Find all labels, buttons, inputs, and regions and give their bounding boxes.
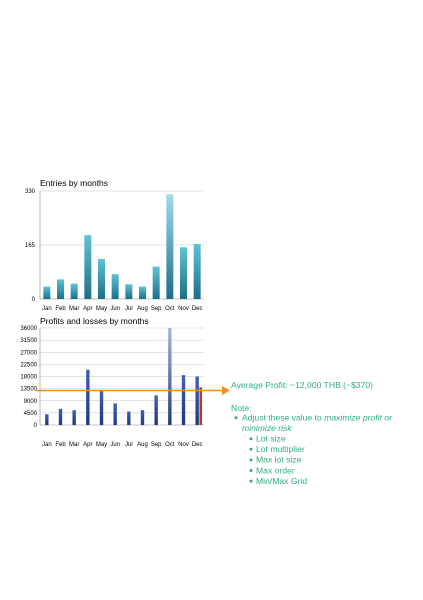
note-sub-item: Lot size bbox=[256, 433, 286, 444]
pl-bar-oct bbox=[168, 328, 171, 425]
entries-chart-title: Entries by months bbox=[40, 178, 109, 188]
entries-bar-mar bbox=[71, 284, 78, 299]
pl-bar-dec bbox=[195, 377, 198, 426]
entries-x-tick-label: Jun bbox=[110, 306, 121, 312]
entries-bar-sep bbox=[153, 267, 160, 299]
entries-bar-apr bbox=[84, 235, 91, 299]
entries-x-tick-label: Nov bbox=[178, 306, 189, 312]
pl-y-tick-label: 0 bbox=[33, 423, 37, 429]
bullet-icon bbox=[250, 480, 253, 483]
pl-x-tick-label: May bbox=[95, 442, 108, 448]
pl-chart-title: Profits and losses by months bbox=[40, 316, 149, 326]
entries-x-tick-label: Jul bbox=[124, 306, 133, 312]
pl-x-tick-label: Aug bbox=[137, 442, 148, 448]
entries-bar-jun bbox=[112, 274, 119, 299]
pl-x-tick-label: Dec bbox=[191, 442, 203, 448]
entries-y-ticks bbox=[25, 189, 36, 303]
pl-y-tick-label: 31500 bbox=[20, 338, 37, 345]
entries-bar-dec bbox=[194, 244, 201, 299]
entries-bar-oct bbox=[166, 194, 173, 299]
entries-bars bbox=[43, 194, 200, 299]
note-sub-item: Max order bbox=[256, 465, 295, 476]
pl-grid bbox=[40, 328, 204, 425]
pl-x-tick-label: Feb bbox=[55, 442, 66, 448]
note-sub-items bbox=[250, 434, 308, 486]
entries-bar-may bbox=[98, 259, 105, 299]
bullet-icon bbox=[235, 416, 238, 419]
bullet-icon bbox=[250, 458, 253, 461]
pl-bar-sep bbox=[154, 395, 157, 425]
note-bullet-part2: maximize profit bbox=[324, 412, 382, 423]
pl-bar-aug bbox=[141, 410, 144, 425]
bullet-icon bbox=[250, 437, 253, 440]
pl-bar-dec-loss bbox=[199, 387, 202, 425]
entries-bar-jan bbox=[43, 287, 50, 299]
pl-y-tick-label: 22500 bbox=[20, 362, 37, 369]
pl-x-ticks bbox=[42, 442, 203, 448]
pl-chart bbox=[20, 316, 204, 448]
entries-x-tick-label: Apr bbox=[83, 306, 93, 312]
pl-y-tick-label: 18000 bbox=[20, 374, 37, 381]
pl-x-tick-label: Mar bbox=[68, 442, 80, 448]
note-sub-item: Max lot size bbox=[256, 454, 302, 465]
pl-y-tick-label: 36000 bbox=[20, 326, 37, 332]
entries-x-ticks bbox=[42, 306, 203, 312]
entries-bar-nov bbox=[180, 247, 187, 299]
pl-x-tick-label: Jul bbox=[124, 442, 133, 448]
entries-y-tick-label: 330 bbox=[24, 189, 35, 195]
note-sub-item: Lot multiplier bbox=[256, 444, 305, 455]
pl-bar-mar bbox=[72, 410, 75, 425]
pl-bar-jun bbox=[113, 403, 116, 425]
pl-bar-jul bbox=[127, 412, 130, 425]
entries-bar-jul bbox=[125, 284, 132, 299]
pl-y-tick-label: 4500 bbox=[23, 410, 37, 417]
entries-chart bbox=[25, 178, 204, 312]
entries-bar-aug bbox=[139, 287, 146, 299]
entries-x-tick-label: Feb bbox=[55, 306, 66, 312]
note-sub-item: Min/Max Grid bbox=[256, 475, 308, 486]
entries-x-tick-label: Dec bbox=[191, 306, 203, 312]
pl-bar-may bbox=[100, 390, 103, 425]
pl-y-tick-label: 9000 bbox=[23, 398, 37, 405]
entries-x-tick-label: May bbox=[95, 306, 108, 312]
arrow-right-icon bbox=[222, 386, 230, 395]
entries-x-tick-label: Mar bbox=[68, 306, 80, 312]
pl-bar-nov bbox=[182, 375, 185, 425]
note-bullet-part3: or bbox=[381, 412, 392, 423]
pl-x-tick-label: Sep bbox=[150, 442, 162, 448]
pl-y-tick-label: 13500 bbox=[20, 386, 37, 393]
entries-x-tick-label: Oct bbox=[165, 306, 175, 312]
pl-bar-jan bbox=[45, 414, 48, 425]
entries-x-tick-label: Aug bbox=[137, 306, 148, 312]
pl-y-ticks bbox=[20, 326, 37, 429]
note-bullet-part1: Adjust these value to bbox=[242, 412, 325, 423]
note-bullet-line1 bbox=[242, 413, 392, 423]
entries-grid bbox=[40, 191, 204, 299]
entries-x-tick-label: Sep bbox=[150, 306, 162, 312]
entries-y-tick-label: 0 bbox=[31, 297, 35, 303]
note-label: Note: bbox=[231, 403, 252, 413]
note-bullet-line2: minimize risk bbox=[242, 423, 292, 433]
bullet-icon bbox=[250, 448, 253, 451]
pl-bar-apr bbox=[86, 370, 89, 425]
pl-bar-feb bbox=[59, 409, 62, 425]
pl-x-tick-label: Oct bbox=[165, 442, 175, 448]
annotation-block bbox=[231, 380, 392, 486]
bullet-icon bbox=[250, 469, 253, 472]
entries-x-tick-label: Jan bbox=[41, 306, 52, 312]
entries-bar-feb bbox=[57, 279, 64, 299]
pl-x-tick-label: Jun bbox=[110, 442, 121, 448]
pl-x-tick-label: Nov bbox=[178, 442, 189, 448]
pl-x-tick-label: Apr bbox=[83, 442, 93, 448]
pl-y-tick-label: 27000 bbox=[20, 350, 37, 357]
entries-y-tick-label: 165 bbox=[24, 243, 35, 249]
average-profit-text: Average Profit: ~12,000 THB (~$370) bbox=[231, 380, 374, 390]
pl-x-tick-label: Jan bbox=[41, 442, 52, 448]
